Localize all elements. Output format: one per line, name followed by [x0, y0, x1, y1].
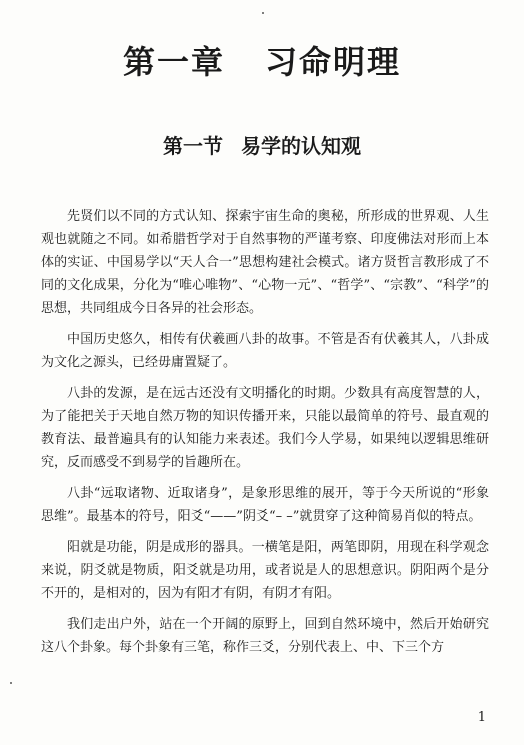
paragraph: 先贤们以不同的方式认知、探索宇宙生命的奥秘，所形成的世界观、人生观也就随之不同。如希腊哲学对于自然事物的严谨考察、印度佛法对形而上本体的实证、中国易学以“天人合一”思想构建社会模式。诸方贤哲言教形成了不同的文化成果，分化为“唯心唯物”、“心物一元”、“哲学”、“宗教”、“科学”的思想，共同组成今日各异的社会形态。: [41, 209, 489, 316]
scan-speck: [262, 12, 264, 14]
paragraph: 阳就是功能，阴是成形的器具。一横笔是阳，两笔即阴，用现在科学观念来说，阴爻就是物质，阳爻就是功用，或者说是人的思想意识。阴阳两个是分不开的，是相对的，因为有阳才有阴，有阴才有阳。: [41, 540, 489, 601]
body-text: [41, 205, 489, 667]
chapter-label: 第一章: [122, 43, 225, 81]
paragraph: 中国历史悠久，相传有伏羲画八卦的故事。不管是否有伏羲其人，八卦成为文化之源头，已经毋庸置疑了。: [41, 332, 489, 370]
paragraph: 八卦的发源，是在远古还没有文明播化的时期。少数具有高度智慧的人，为了能把关于天地自然万物的知识传播开来，只能以最简单的符号、最直观的教育法、最普遍具有的认知能力来表述。我们今人学易，如果纯以逻辑思维研究，反而感受不到易学的旨趣所在。: [41, 386, 489, 470]
page-number: 1: [477, 710, 486, 725]
chapter-heading: [0, 42, 524, 82]
scan-speck: [10, 682, 12, 684]
paragraph: 我们走出户外，站在一个开阔的原野上，回到自然环境中，然后开始研究这八个卦象。每个卦象有三笔，称作三爻，分别代表上、中、下三个方: [41, 617, 489, 655]
section-label: 第一节: [163, 134, 223, 158]
section-heading: [0, 133, 524, 159]
paragraph: 八卦“远取诸物、近取诸身”，是象形思维的展开，等于今天所说的“形象思维”。最基本的符号，阳爻“——”阴爻“– –”就贯穿了这种简易肖似的特点。: [41, 486, 489, 524]
section-title: 易学的认知观: [241, 134, 361, 158]
chapter-title: 习命明理: [265, 43, 402, 81]
